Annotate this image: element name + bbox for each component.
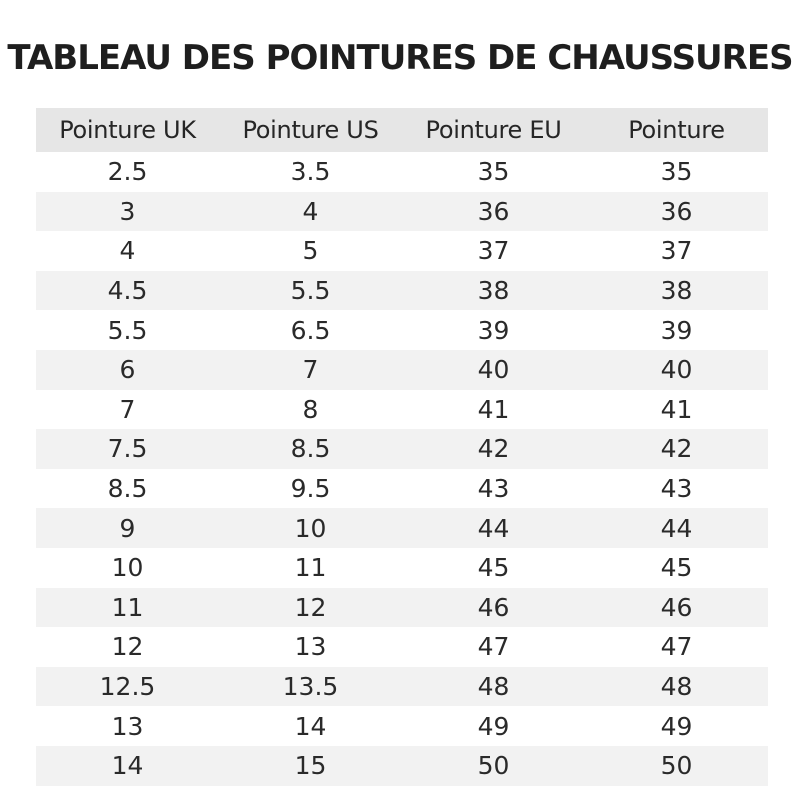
table-row [36,627,768,667]
table-cell: 4.5 [107,276,148,306]
table-row [36,350,768,390]
table-cell: 36 [477,196,510,226]
table-row [36,390,768,430]
table-cell: 35 [477,157,510,187]
table-cell: 8 [302,394,319,424]
table-cell: 46 [477,592,510,622]
table-row [36,548,768,588]
table-cell: 7.5 [107,434,148,464]
table-cell: 38 [477,276,510,306]
table-cell: 39 [660,315,693,345]
table-cell: 13.5 [282,672,339,702]
table-row [36,231,768,271]
table-cell: 4 [302,196,319,226]
table-cell: 41 [477,394,510,424]
table-cell: 36 [660,196,693,226]
table-cell: 9.5 [290,474,331,504]
column-header-uk: Pointure UK [59,116,196,144]
table-cell: 44 [660,513,693,543]
table-header-row [36,108,768,152]
page-title: TABLEAU DES POINTURES DE CHAUSSURES [7,38,793,78]
table-cell: 49 [477,711,510,741]
table-cell: 45 [660,553,693,583]
table-row [36,667,768,707]
table-cell: 10 [111,553,144,583]
column-header-pointure: Pointure [628,116,725,144]
table-cell: 3 [119,196,136,226]
table-row [36,310,768,350]
table-cell: 39 [477,315,510,345]
table-cell: 48 [477,672,510,702]
table-cell: 11 [111,592,144,622]
table-cell: 5.5 [290,276,331,306]
table-cell: 14 [294,711,327,741]
table-cell: 13 [111,711,144,741]
table-cell: 14 [111,751,144,781]
table-cell: 50 [660,751,693,781]
table-cell: 47 [477,632,510,662]
table-cell: 42 [477,434,510,464]
table-cell: 15 [294,751,327,781]
table-cell: 41 [660,394,693,424]
table-cell: 45 [477,553,510,583]
table-cell: 7 [119,394,136,424]
table-row [36,429,768,469]
table-cell: 2.5 [107,157,148,187]
table-cell: 11 [294,553,327,583]
table-cell: 5 [302,236,319,266]
table-cell: 7 [302,355,319,385]
table-cell: 8.5 [107,474,148,504]
table-cell: 48 [660,672,693,702]
column-header-eu: Pointure EU [425,116,562,144]
table-cell: 9 [119,513,136,543]
table-cell: 47 [660,632,693,662]
table-cell: 35 [660,157,693,187]
table-cell: 3.5 [290,157,331,187]
table-cell: 6 [119,355,136,385]
table-cell: 10 [294,513,327,543]
table-cell: 50 [477,751,510,781]
table-cell: 49 [660,711,693,741]
table-body [36,152,768,786]
table-cell: 44 [477,513,510,543]
table-cell: 40 [660,355,693,385]
table-row [36,192,768,232]
table-cell: 43 [660,474,693,504]
table-cell: 37 [660,236,693,266]
table-cell: 43 [477,474,510,504]
table-row [36,152,768,192]
table-cell: 13 [294,632,327,662]
table-cell: 42 [660,434,693,464]
table-cell: 12 [294,592,327,622]
table-cell: 46 [660,592,693,622]
table-cell: 40 [477,355,510,385]
column-header-us: Pointure US [242,116,379,144]
table-cell: 4 [119,236,136,266]
table-cell: 37 [477,236,510,266]
table-cell: 6.5 [290,315,331,345]
table-row [36,469,768,509]
table-row [36,706,768,746]
table-cell: 8.5 [290,434,331,464]
table-row [36,746,768,786]
size-chart-table [36,108,768,786]
table-row [36,508,768,548]
table-row [36,271,768,311]
table-cell: 5.5 [107,315,148,345]
table-cell: 12.5 [99,672,156,702]
table-cell: 38 [660,276,693,306]
table-cell: 12 [111,632,144,662]
table-row [36,588,768,628]
